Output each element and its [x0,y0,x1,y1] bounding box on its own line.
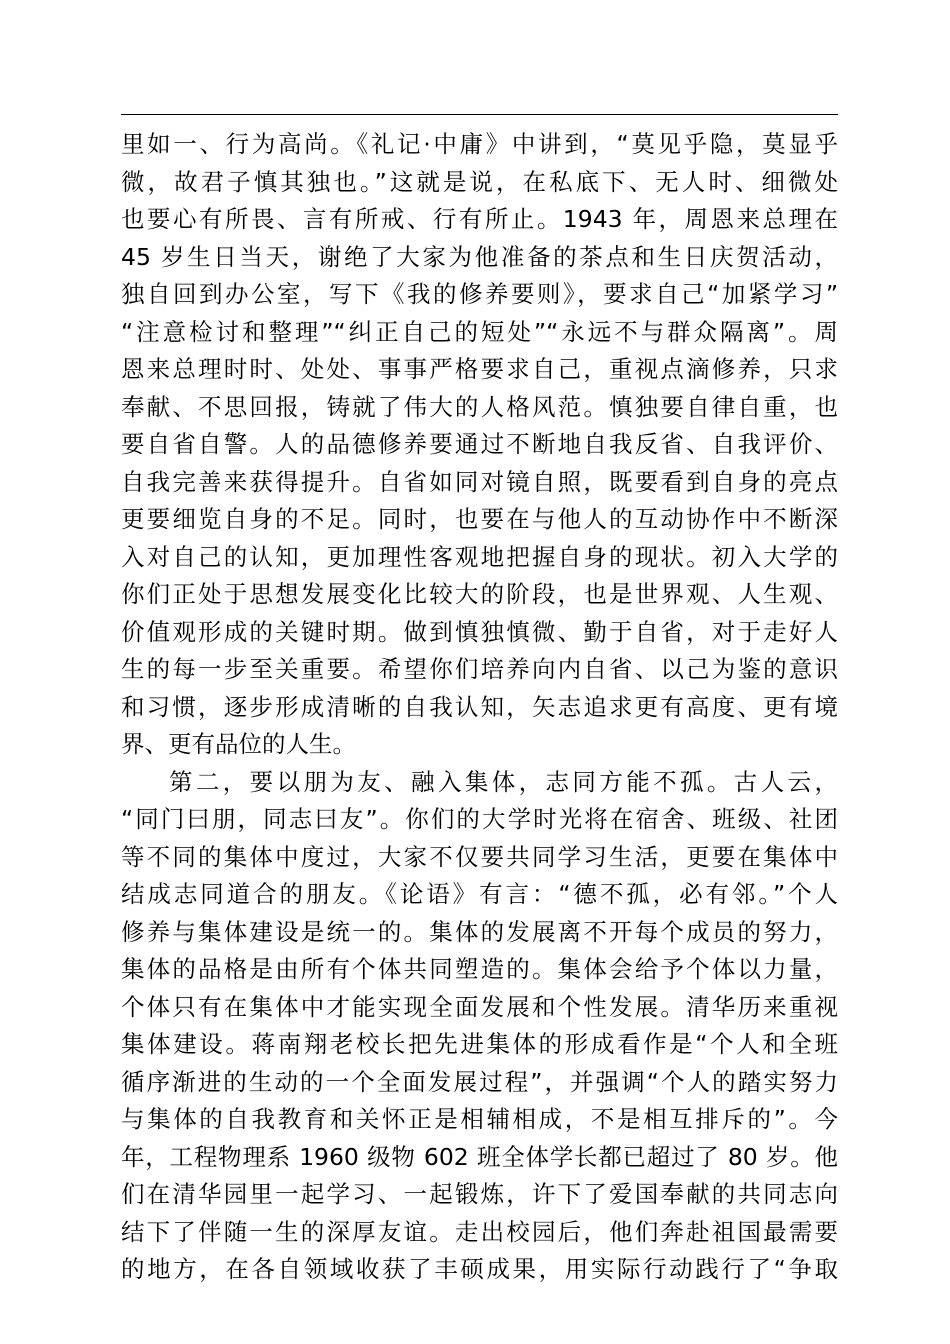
text-line: 里如一、行为高尚。《礼记·中庸》中讲到，“莫见乎隐，莫显乎 [121,130,838,158]
text-line: 循序渐进的生动的一个全面发展过程”，并强调“个人的踏实努力 [121,1067,838,1096]
text-line: 的地方，在各自领域收获了丰硕成果，用实际行动践行了“争取 [121,1255,838,1283]
text-line: 们在清华园里一起学习、一起锻炼，许下了爱国奉献的共同志向 [121,1180,838,1208]
header-rule [121,114,838,115]
paragraph-end-line: 界、更有品位的人生。 [121,730,356,758]
text-line: 与集体的自我教育和关怀正是相辅相成，不是相互排斥的”。今 [121,1105,838,1133]
body-text [121,126,838,1289]
text-line: 更要细览自身的不足。同时，也要在与他人的互动协作中不断深 [121,505,838,533]
text-line: 45 岁生日当天，谢绝了大家为他准备的茶点和生日庆贺活动， [121,242,838,271]
text-line: 自我完善来获得提升。自省如同对镜自照，既要看到自身的亮点 [121,467,838,496]
text-line: 集体建设。蒋南翔老校长把先进集体的形成看作是“个人和全班 [121,1030,838,1058]
text-line: 个体只有在集体中才能实现全面发展和个性发展。清华历来重视 [121,992,838,1021]
text-line: “同门曰朋，同志曰友”。你们的大学时光将在宿舍、班级、社团 [121,805,838,833]
text-line: 价值观形成的关键时期。做到慎独慎微、勤于自省，对于走好人 [121,617,838,646]
text-line: 微，故君子慎其独也。”这就是说，在私底下、无人时、细微处 [121,167,838,196]
text-line: “注意检讨和整理”“纠正自己的短处”“永远不与群众隔离”。周 [121,317,838,346]
text-line: 和习惯，逐步形成清晰的自我认知，矢志追求更有高度、更有境 [121,692,838,721]
text-line: 生的每一步至关重要。希望你们培养向内自省、以己为鉴的意识 [121,655,838,683]
text-line: 奉献、不思回报，铸就了伟大的人格风范。慎独要自律自重，也 [121,392,838,421]
text-line: 结下了伴随一生的深厚友谊。走出校园后，他们奔赴祖国最需要 [121,1217,838,1246]
paragraph-start-line: 第二，要以朋为友、融入集体，志同方能不孤。古人云， [169,767,838,796]
text-line: 等不同的集体中度过，大家不仅要共同学习生活，更要在集体中 [121,842,838,871]
text-line: 恩来总理时时、处处、事事严格要求自己，重视点滴修养，只求 [121,355,838,383]
text-line: 要自省自警。人的品德修养要通过不断地自我反省、自我评价、 [121,430,838,458]
text-line: 集体的品格是由所有个体共同塑造的。集体会给予个体以力量， [121,955,838,983]
text-line: 入对自己的认知，更加理性客观地把握自身的现状。初入大学的 [121,542,838,571]
text-line: 独自回到办公室，写下《我的修养要则》，要求自己“加紧学习” [121,280,838,308]
text-line: 修养与集体建设是统一的。集体的发展离不开每个成员的努力， [121,917,838,946]
text-line: 你们正处于思想发展变化比较大的阶段，也是世界观、人生观、 [121,580,838,608]
text-line: 也要心有所畏、言有所戒、行有所止。1943 年，周恩来总理在 [121,205,838,233]
text-line: 年，工程物理系 1960 级物 602 班全体学长都已超过了 80 岁。他 [121,1142,838,1171]
text-line: 结成志同道合的朋友。《论语》有言：“德不孤，必有邻。”个人 [121,880,838,908]
